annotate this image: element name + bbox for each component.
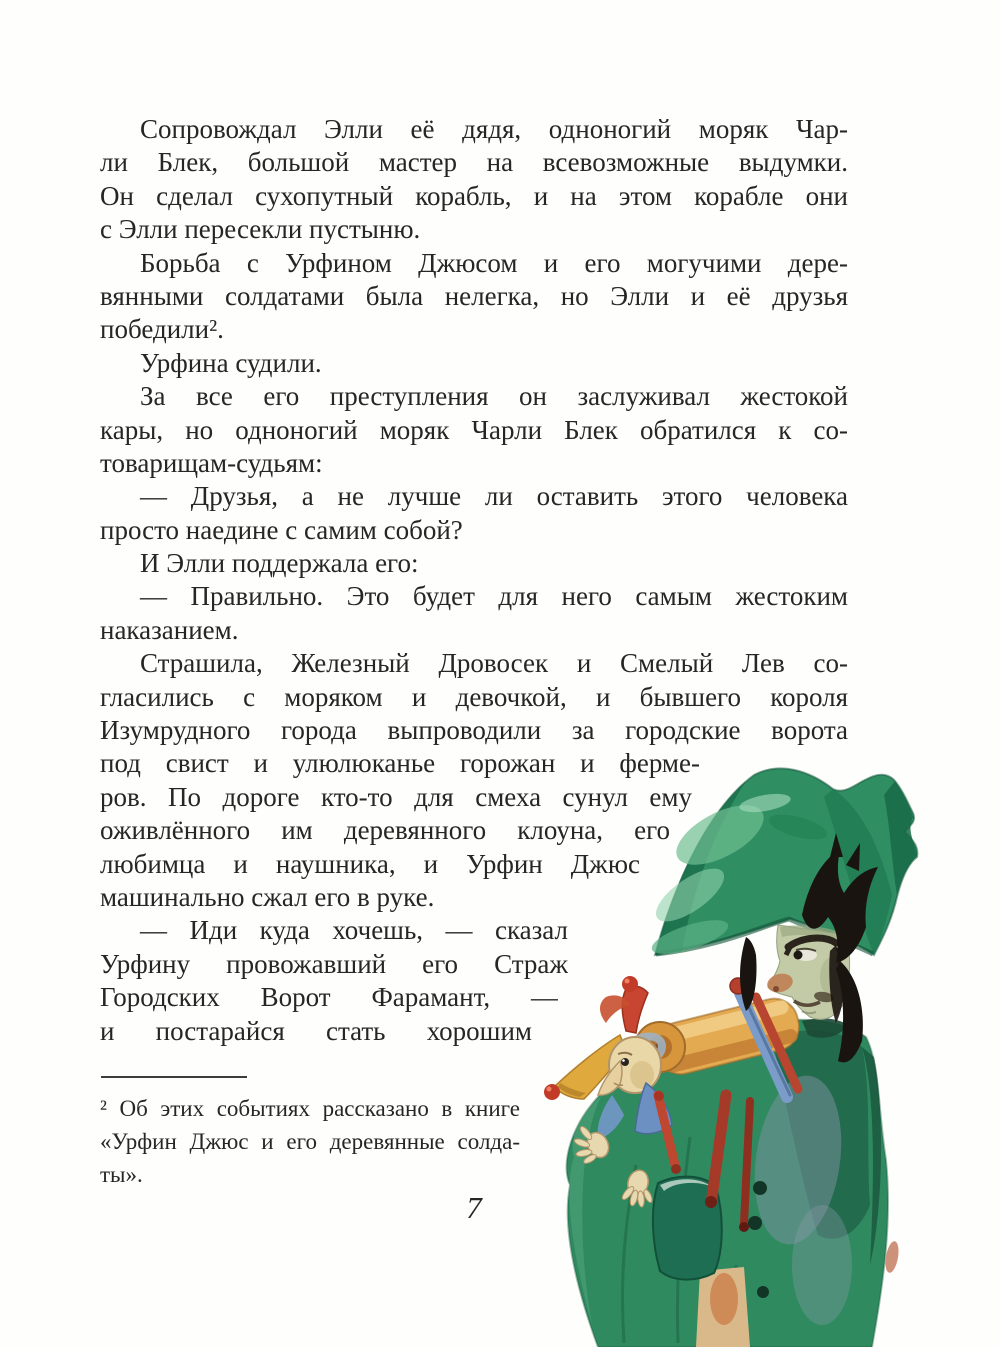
pompom-top-glint (625, 979, 630, 984)
text-line: ли Блек, большой мастер на всевозможные выдумки. (100, 147, 848, 178)
trousers-shading (710, 1273, 738, 1325)
text-line: с Элли пересекли пустыню. (100, 214, 421, 245)
paragraph (100, 347, 848, 380)
paragraph (100, 480, 848, 547)
rod-tip-2 (739, 1222, 749, 1232)
text-line: Он сделал сухопутный корабль, и на этом корабле они (100, 180, 848, 211)
text-line: «Урфин Джюс и его деревянные солда- (100, 1129, 520, 1154)
text-line: — Друзья, а не лучше ли оставить этого человека (140, 481, 848, 512)
clown-arm-joint (654, 1091, 664, 1101)
text-line: под свист и улюлюканье горожан и ферме- (100, 748, 700, 779)
paragraph (100, 547, 848, 580)
pompom-left (544, 1084, 560, 1100)
text-line: Страшила, Железный Дровосек и Смелый Лев со- (140, 648, 848, 679)
paragraph (100, 113, 848, 247)
text-line: машинально сжал его в руке. (100, 881, 435, 912)
text-line: Урфина судили. (140, 347, 322, 378)
clown-eye-glint (622, 1059, 625, 1062)
footnote (100, 1092, 520, 1191)
text-line: Изумрудного города выпроводили за городские ворота (100, 715, 848, 746)
text-line: Урфину провожавший его Страж (100, 948, 568, 979)
text-line: — Иди куда хочешь, — сказал (140, 915, 568, 946)
text-line: И Элли поддержала его: (140, 548, 419, 579)
text-line: Городских Ворот Фарамант, — (100, 982, 558, 1013)
text-line: оживлённого им деревянного клоуна, его (100, 815, 670, 846)
text-line: Борьба с Урфином Джюсом и его могучими дере- (140, 247, 848, 278)
text-line: и постарайся стать хорошим (100, 1015, 532, 1046)
text-line: Сопровождал Элли её дядя, одноногий моряк Чар- (140, 114, 848, 144)
clown-cheek-shade (630, 1061, 654, 1089)
pompom-top (622, 976, 638, 992)
text-line: товарищам-судьям: (100, 447, 323, 478)
coat-lower-patch (792, 1205, 852, 1325)
text-line: За все его преступления он заслуживал жестокой (140, 381, 848, 412)
urfin-jus-illustration (540, 765, 985, 1347)
page-number: 7 (466, 1190, 482, 1225)
paragraph (100, 380, 848, 480)
text-line: ров. По дороге кто-то для смеха сунул ему (100, 781, 692, 812)
text-line: гласились с моряком и девочкой, и бывшего короля (100, 681, 848, 712)
text-line: кары, но одноногий моряк Чарли Блек обратился к со- (100, 414, 848, 445)
clown-eye (621, 1058, 629, 1066)
nostril (773, 986, 779, 992)
pompom-glint (547, 1087, 552, 1092)
text-line: ты». (100, 1162, 143, 1187)
text-line: вянными солдатами была нелегка, но Элли и её друзья (100, 280, 848, 311)
text-line: просто наедине с самим собой? (100, 514, 463, 545)
footnote-divider (101, 1076, 247, 1078)
text-line: любимца и наушника, и Урфин Джюс (100, 848, 640, 879)
text-line: — Правильно. Это будет для него самым жестоким (140, 581, 848, 612)
clown-cap-red-horn (622, 986, 648, 1033)
clown-arm-end (671, 1164, 681, 1174)
paragraph (100, 580, 848, 647)
paragraph (100, 247, 848, 347)
text-line: победили². (100, 314, 224, 345)
text-line: ² Об этих событиях рассказано в книге (100, 1096, 520, 1121)
urfin-jus-drawing (540, 765, 985, 1347)
text-line: наказанием. (100, 614, 239, 645)
rod-tip (705, 1196, 717, 1208)
eye-pupil (794, 951, 803, 960)
